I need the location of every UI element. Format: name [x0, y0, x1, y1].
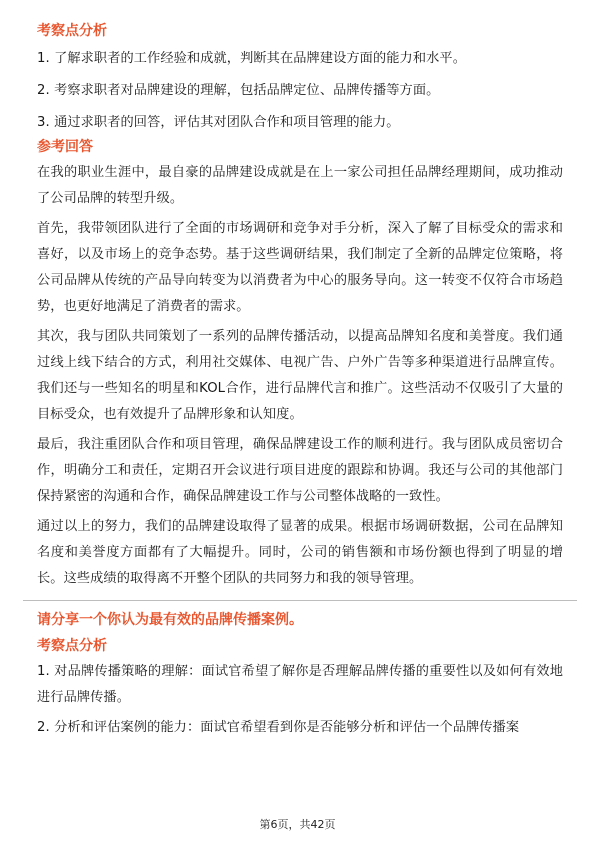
list-item: 2. 分析和评估案例的能力：面试官希望看到你是否能够分析和评估一个品牌传播案	[37, 720, 520, 735]
answer-paragraph: 最后，我注重团队合作和项目管理，确保品牌建设工作的顺利进行。我与团队成员密切合作，明确分工和责任，定期召开会议进行项目进度的跟踪和协调。我还与公司的其他部门保持紧密的沟通和合作，确保品牌建设工作与公司整体战略的一致性。	[37, 437, 563, 504]
list-item: 2. 考察求职者对品牌建设的理解，包括品牌定位、品牌传播等方面。	[37, 83, 440, 98]
section-heading-answer: 参考回答	[37, 139, 93, 155]
section-heading-analysis: 考察点分析	[37, 23, 107, 39]
answer-paragraph: 通过以上的努力，我们的品牌建设取得了显著的成果。根据市场调研数据，公司在品牌知名度和美誉度方面都有了大幅提升。同时，公司的销售额和市场份额也得到了明显的增长。这些成绩的取得离不开整个团队的共同努力和我的领导管理。	[37, 519, 563, 586]
section-divider	[23, 600, 577, 601]
answer-paragraph: 其次，我与团队共同策划了一系列的品牌传播活动，以提高品牌知名度和美誉度。我们通过线上线下结合的方式，利用社交媒体、电视广告、户外广告等多种渠道进行品牌宣传。我们还与一些知名的明星和KOL合作，进行品牌代言和推广。这些活动不仅吸引了大量的目标受众，也有效提升了品牌形象和认知度。	[37, 329, 563, 422]
list-item: 3. 通过求职者的回答，评估其对团队合作和项目管理的能力。	[37, 115, 400, 130]
section-heading-analysis-2: 考察点分析	[37, 638, 107, 654]
page-content	[37, 22, 563, 741]
answer-paragraph: 在我的职业生涯中，最自豪的品牌建设成就是在上一家公司担任品牌经理期间，成功推动了公司品牌的转型升级。	[37, 165, 563, 206]
answer-paragraph: 首先，我带领团队进行了全面的市场调研和竞争对手分析，深入了解了目标受众的需求和喜好，以及市场上的竞争态势。基于这些调研结果，我们制定了全新的品牌定位策略，将公司品牌从传统的产品导向转变为以消费者为中心的服务导向。这一转变不仅符合市场趋势，也更好地满足了消费者的需求。	[37, 221, 563, 314]
interview-question: 请分享一个你认为最有效的品牌传播案例。	[37, 612, 303, 628]
list-item: 1. 了解求职者的工作经验和成就，判断其在品牌建设方面的能力和水平。	[37, 51, 466, 66]
list-item: 1. 对品牌传播策略的理解：面试官希望了解你是否理解品牌传播的重要性以及如何有效地进行品牌传播。	[37, 664, 563, 705]
page-number: 第6页，共42页	[259, 818, 336, 831]
